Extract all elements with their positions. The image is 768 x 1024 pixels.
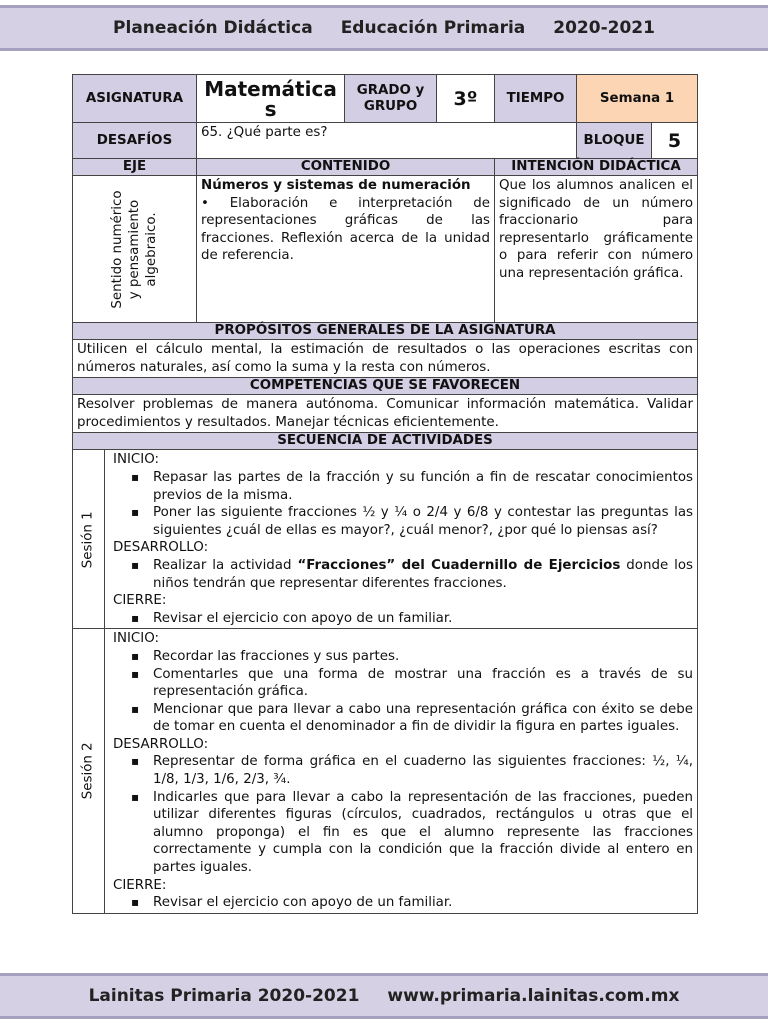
sesion1-inicio-label: INICIO: <box>113 452 160 468</box>
asignatura-label: ASIGNATURA <box>73 75 197 123</box>
header-title: Planeación Didáctica <box>113 18 313 38</box>
sesion2-desarrollo-label: DESARROLLO: <box>113 736 209 752</box>
sesion1-content <box>105 450 698 629</box>
tiempo-label: TIEMPO <box>495 75 577 123</box>
sesion2-content <box>105 629 698 914</box>
competencias-text: Resolver problemas de manera autónoma. Comunicar información matemática. Validar procedimientos y resultados. Manejar técnicas eficientemente. <box>73 395 698 433</box>
sesion1-desarrollo-label: DESARROLLO: <box>113 540 209 556</box>
list-item: ▪ Poner las siguiente fracciones ½ y ¼ o 2/4 y 6/8 y contestar las preguntas las siguientes ¿cuál de ellas es mayor?, ¿cuál menor?, ¿por qué lo piensas así? <box>153 504 693 539</box>
sesion2-label: Sesión 2 <box>80 742 96 800</box>
intencion-text: Que los alumnos analicen el significado de un número fraccionario para representarlo gráficamente o para referir con número una representación gráfica. <box>495 176 698 323</box>
list-item: ▪ Representar de forma gráfica en el cuaderno las siguientes fracciones: ½, ¼, 1/8, 1/3, 1/6, 2/3, ¾. <box>153 753 693 788</box>
list-item: ▪ Mencionar que para llevar a cabo una representación gráfica con éxito se debe de tomar en cuenta el denominador a fin de dividir la figura en partes iguales. <box>153 701 693 736</box>
bloque-label: BLOQUE <box>577 123 652 159</box>
asignatura-value: Matemáticas <box>197 75 345 123</box>
desafios-label: DESAFÍOS <box>73 123 197 159</box>
sesion1-cierre-label: CIERRE: <box>113 593 167 609</box>
footer-band <box>0 973 768 1019</box>
list-item: ▪ Realizar la actividad “Fracciones” del Cuadernillo de Ejercicios donde los niños tendrán que representar diferentes fracciones. <box>153 557 693 592</box>
grado-value: 3º <box>437 75 495 123</box>
proposito-text: Utilicen el cálculo mental, la estimación de resultados o las operaciones escritas con números naturales, así como la suma y la resta con números. <box>73 340 698 378</box>
secuencia-header: SECUENCIA DE ACTIVIDADES <box>73 433 698 450</box>
sesion2-inicio-label: INICIO: <box>113 631 160 647</box>
competencias-header: COMPETENCIAS QUE SE FAVORECEN <box>73 378 698 395</box>
header-band <box>0 5 768 51</box>
eje-header: EJE <box>73 159 197 176</box>
desafio-value: 65. ¿Qué parte es? <box>197 123 577 159</box>
contenido-body: • Elaboración e interpretación de representaciones gráficas de las fracciones. Reflexión acerca de la unidad de referencia. <box>201 195 491 264</box>
tiempo-value: Semana 1 <box>577 75 698 123</box>
header-level: Educación Primaria <box>340 18 526 38</box>
bloque-value: 5 <box>652 123 698 159</box>
footer-right: www.primaria.lainitas.com.mx <box>387 986 680 1006</box>
list-item: ▪ Recordar las fracciones y sus partes. <box>153 648 693 666</box>
contenido-title: Números y sistemas de numeración <box>201 178 471 193</box>
intencion-header: INTENCIÓN DIDÁCTICA <box>495 159 698 176</box>
contenido-header: CONTENIDO <box>197 159 495 176</box>
propositos-header: PROPÓSITOS GENERALES DE LA ASIGNATURA <box>73 323 698 340</box>
plan-table <box>72 74 698 914</box>
header-year: 2020-2021 <box>553 18 655 38</box>
list-item: ▪ Revisar el ejercicio con apoyo de un familiar. <box>153 610 693 628</box>
footer-left: Lainitas Primaria 2020-2021 <box>88 986 360 1006</box>
list-item: ▪ Indicarles que para llevar a cabo la representación de las fracciones, pueden utilizar diferentes figuras (círculos, cuadrados, rectángulos u otras que el alumno proponga) el fin es que el alumno represente las fracciones correctamente y cumpla con la condición que la fracción divide al entero en partes iguales. <box>153 789 693 877</box>
list-item: ▪ Comentarles que una forma de mostrar una fracción es a través de su representación gráfica. <box>153 666 693 701</box>
sesion1-label: Sesión 1 <box>80 510 96 568</box>
list-item: ▪ Repasar las partes de la fracción y su función a fin de rescatar conocimientos previos de la misma. <box>153 469 693 504</box>
sesion2-cierre-label: CIERRE: <box>113 877 167 893</box>
list-item: ▪ Revisar el ejercicio con apoyo de un familiar. <box>153 894 693 912</box>
eje-text: Sentido numérico y pensamiento algebraico. <box>110 189 160 309</box>
grado-label: GRADO y GRUPO <box>345 75 437 123</box>
